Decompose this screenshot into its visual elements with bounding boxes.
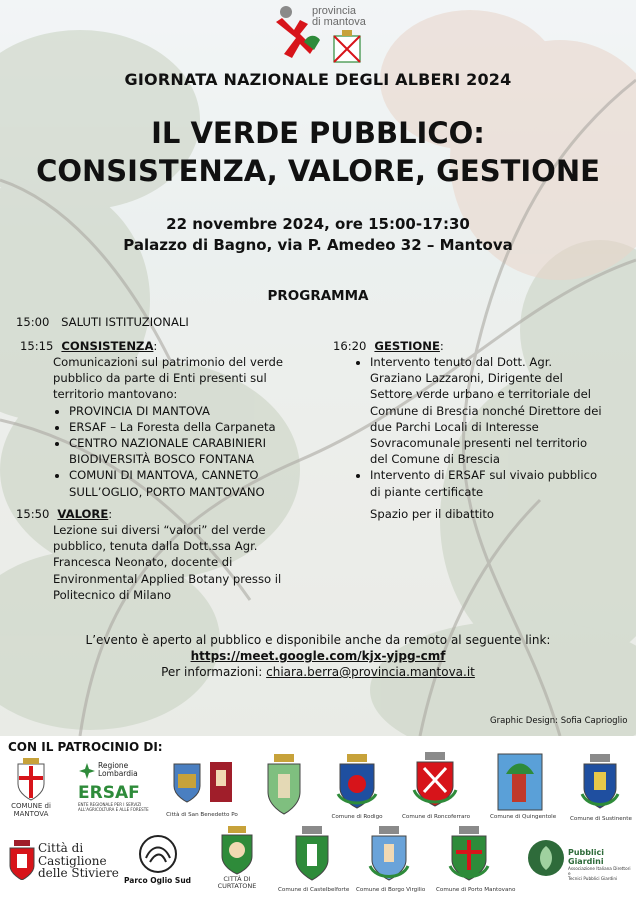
program-title: CONSISTENZA bbox=[61, 339, 154, 353]
ersaf-logo: Regione Lombardia ERSAF ENTE REGIONALE PER I SERVIZI ALL'AGRICOLTURA E ALLE FORESTE bbox=[78, 761, 149, 812]
program-item-1515: 15:15 CONSISTENZA: bbox=[20, 339, 158, 353]
parco-oglio-sud-icon bbox=[136, 834, 180, 874]
castiglione-crest-icon bbox=[8, 840, 36, 880]
bullet-list bbox=[53, 403, 323, 500]
logo-caption: Comune di Borgo Virgilio bbox=[356, 887, 426, 893]
desc-line: pubblico da parte di Enti presenti sul bbox=[53, 371, 267, 386]
curtatone-crest-icon bbox=[218, 826, 256, 876]
event-when-where bbox=[0, 214, 636, 256]
list-item: • Intervento tenuto dal Dott. Agr. Graziano Lazzaroni, Dirigente del Settore verde urbano e territoriale del Comune di Brescia nonché Direttore dei due Parchi Locali di Interesse Sovracomunale presenti nel territorio del Comune di Brescia bbox=[370, 354, 632, 467]
discussion-slot: Spazio per il dibattito bbox=[370, 507, 494, 521]
comune-crest-icon bbox=[262, 752, 306, 818]
program-time: 15:15 bbox=[20, 339, 54, 353]
logo-text-line2: di mantova bbox=[312, 16, 366, 28]
contact-email-link[interactable]: chiara.berra@provincia.mantova.it bbox=[266, 665, 475, 679]
list-item: • PROVINCIA DI MANTOVA bbox=[69, 403, 323, 419]
event-name: GIORNATA NAZIONALE DEGLI ALBERI 2024 bbox=[124, 70, 512, 89]
program-title: SALUTI ISTITUZIONALI bbox=[61, 315, 189, 329]
info-line: L’evento è aperto al pubblico e disponibile anche da remoto al seguente link: bbox=[85, 633, 551, 647]
page-title bbox=[0, 114, 636, 190]
logo-text bbox=[312, 6, 366, 28]
lombardia-rose-icon bbox=[78, 762, 96, 780]
program-item-1620: 16:20 GESTIONE: bbox=[333, 339, 444, 353]
program-heading: PROGRAMMA bbox=[267, 288, 369, 304]
logo-caption: Città di San Benedetto Po bbox=[166, 812, 238, 818]
logo-caption-mantova: COMUNE di MANTOVA bbox=[11, 802, 51, 818]
quingentole-crest-icon bbox=[496, 752, 544, 812]
contact-label: Per informazioni: bbox=[161, 665, 263, 679]
program-time: 15:50 bbox=[16, 507, 50, 521]
program-title: GESTIONE bbox=[374, 339, 440, 353]
logo-text-line1: provincia bbox=[312, 5, 357, 17]
event-date: 22 novembre 2024, ore 15:00-17:30 bbox=[166, 215, 470, 233]
rodigo-crest-icon bbox=[334, 754, 380, 812]
logo-caption: Comune di Sustinente bbox=[570, 816, 632, 822]
logo-caption: Comune di Castelbelforte bbox=[278, 887, 350, 893]
program-time: 16:20 bbox=[333, 339, 367, 353]
logo-caption: Comune di Roncoferraro bbox=[402, 814, 471, 820]
logo-caption: Comune di Rodigo bbox=[331, 814, 383, 820]
program-desc-1550 bbox=[53, 522, 323, 603]
desc-line: Environmental Applied Botany presso il bbox=[53, 571, 282, 586]
list-item: • COMUNI DI MANTOVA, CANNETO SULL’OGLIO, PORTO MANTOVANO bbox=[69, 467, 323, 499]
program-time: 15:00 bbox=[16, 315, 50, 329]
logo-caption: Comune di Quingentole bbox=[490, 814, 557, 820]
sustinente-crest-icon bbox=[578, 754, 622, 812]
patronage-heading: CON IL PATROCINIO DI: bbox=[8, 740, 163, 754]
bullet-list bbox=[354, 354, 632, 500]
program-desc-1515 bbox=[53, 354, 323, 500]
desc-line: Comunicazioni sul patrimonio del verde bbox=[53, 355, 284, 369]
list-item: • Intervento di ERSAF sul vivaio pubblico di piante certificate bbox=[370, 467, 632, 499]
program-item-1550: 15:50 VALORE: bbox=[16, 507, 113, 521]
list-item: • CENTRO NAZIONALE CARABINIERI BIODIVERSITÀ BOSCO FONTANA bbox=[69, 435, 323, 467]
curtatone-caption: CITTÀ DI CURTATONE bbox=[217, 875, 257, 890]
desc-line: Lezione sui diversi “valori” del verde bbox=[53, 523, 266, 537]
castelbelforte-crest-icon bbox=[290, 826, 334, 884]
pubblici-giardini-text: Pubblici Giardini Associazione Italiana Direttori e Tecnici Pubblici Giardini bbox=[568, 848, 631, 881]
logo-caption: Comune di Porto Mantovano bbox=[436, 887, 516, 893]
desc-line: pubblico, tenuta dalla Dott.ssa Agr. bbox=[53, 539, 258, 554]
pubblici-giardini-icon bbox=[526, 838, 566, 878]
list-item: • ERSAF – La Foresta della Carpaneta bbox=[69, 419, 323, 435]
comune-mantova-crest-icon bbox=[10, 756, 52, 802]
castiglione-logo-text: Città di Castiglione delle Stiviere bbox=[38, 841, 119, 880]
desc-line: Francesca Neonato, docente di bbox=[53, 555, 233, 570]
meeting-link[interactable]: https://meet.google.com/kjx-yjpg-cmf bbox=[190, 649, 446, 663]
program-item-1500 bbox=[16, 314, 189, 330]
logo-caption: Parco Oglio Sud bbox=[124, 876, 192, 885]
borgo-virgilio-crest-icon bbox=[366, 826, 412, 884]
title-line2: CONSISTENZA, VALORE, GESTIONE bbox=[36, 154, 600, 188]
desc-line: territorio mantovano: bbox=[53, 387, 178, 402]
roncoferraro-crest-icon bbox=[410, 752, 460, 812]
san-benedetto-po-crest-icon bbox=[170, 756, 236, 808]
desc-line: Politecnico di Milano bbox=[53, 587, 172, 602]
title-line1: IL VERDE PUBBLICO: bbox=[151, 116, 485, 150]
contact-line bbox=[0, 664, 636, 680]
program-desc-1620 bbox=[370, 354, 632, 500]
event-place: Palazzo di Bagno, via P. Amedeo 32 – Mantova bbox=[123, 236, 513, 254]
design-credit: Graphic Design: Sofia Caprioglio bbox=[490, 716, 628, 726]
program-title: VALORE bbox=[57, 507, 109, 521]
porto-mantovano-crest-icon bbox=[446, 826, 492, 884]
